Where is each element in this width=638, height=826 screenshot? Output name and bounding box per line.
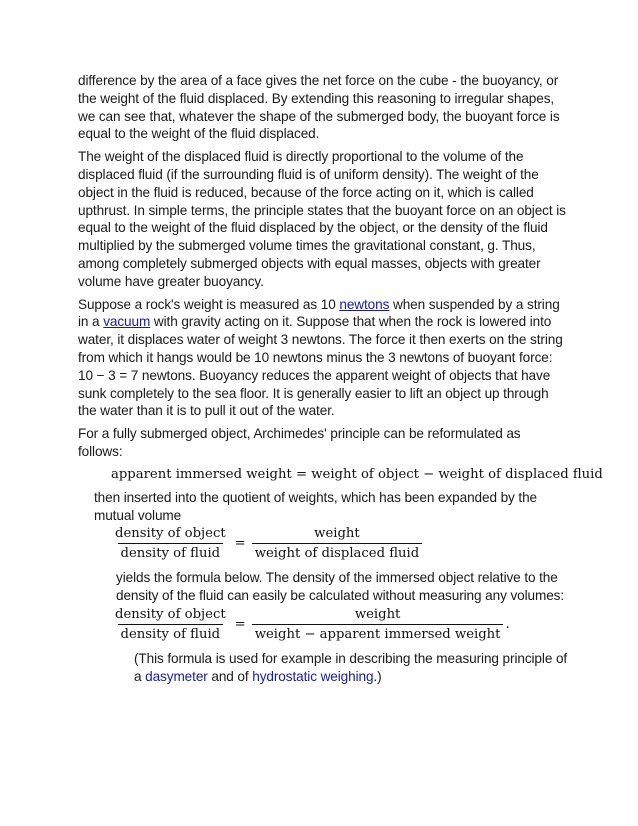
paragraph-displaced-fluid: The weight of the displaced fluid is directly proportional to the volume of the displaced fluid (if the surrounding fluid is of uniform density). The weight of the object in the fluid is reduced, because of the force acting on it, which is called upthrust. In simple terms, the principle states that the buoyant force on an object is equal to the weight of the fluid displaced by the object, or the density of the fluid multiplied by the submerged volume times the gravitational constant, g. Thus, among completely submerged objects with equal masses, objects with greater volume have greater buoyancy. [78, 149, 566, 289]
rhs-denominator: weight − apparent immersed weight [252, 624, 504, 642]
note-text-2: and of [207, 668, 253, 684]
equation-density-ratio [112, 526, 568, 561]
paragraph-quotient-intro: then inserted into the quotient of weights, which has been expanded by the mutual volume [94, 489, 538, 523]
equals-sign: = [234, 536, 246, 552]
rock-example-text-2: when suspended by a string in a [78, 296, 560, 330]
equation-density-ratio-rhs [252, 526, 422, 561]
note-text-3: .) [373, 668, 382, 684]
equation-period: . [505, 616, 510, 632]
equation-density-formula-lhs [112, 607, 229, 642]
paragraph-net-force: difference by the area of a face gives the net force on the cube - the buoyancy, or the weight of the fluid displaced. By extending this reasoning to irregular shapes, we can see that, whatever the shape of the submerged body, the buoyant force is equal to the weight of the fluid displaced. [78, 73, 560, 142]
paragraph-formula-intro: yields the formula below. The density of the immersed object relative to the density of the fluid can easily be calculated without measuring any volumes: [116, 570, 565, 604]
equation-density-ratio-lhs [112, 526, 229, 561]
rock-example-text-1: Suppose a rock's weight is measured as 10 [78, 296, 340, 312]
note-text-1: (This formula is used for example in describing the measuring principle of a [134, 650, 568, 684]
rhs-numerator: weight [354, 606, 401, 622]
lhs-denominator: density of fluid [118, 543, 224, 561]
rhs-denominator: weight of displaced fluid [252, 543, 422, 561]
dasymeter-link[interactable]: dasymeter [145, 668, 208, 684]
equation-apparent-weight: apparent immersed weight = weight of object − weight of displaced fluid [111, 466, 603, 482]
equation-density-formula-rhs [252, 607, 504, 642]
equals-sign: = [234, 616, 246, 632]
newtons-link[interactable]: newtons [339, 296, 390, 312]
document-page [78, 72, 603, 691]
vacuum-link[interactable]: vacuum [103, 314, 151, 330]
rock-example-text-3: with gravity acting on it. Suppose that when the rock is lowered into water, it displaces water of weight 3 newtons. The force it then exerts on the string from which it hangs would be 10 newtons minus the 3 newtons of buoyant force: 10 − 3 = 7 newtons. Buoyancy reduces the apparent weight of objects that have sunk completely to the sea floor. It is generally easier to lift an object up through the water than it is to pull it out of the water. [78, 314, 563, 419]
paragraph-dasymeter-note [134, 650, 568, 686]
paragraph-reformulation-intro: For a fully submerged object, Archimedes' principle can be reformulated as follows: [78, 426, 521, 459]
hydrostatic-weighing-link[interactable]: hydrostatic weighing [252, 668, 374, 684]
lhs-denominator: density of fluid [118, 624, 224, 642]
equation-density-formula [112, 607, 568, 642]
paragraph-rock-example [78, 296, 568, 421]
lhs-numerator: density of object [115, 526, 226, 542]
lhs-numerator: density of object [115, 606, 226, 622]
rhs-numerator: weight [314, 526, 360, 542]
